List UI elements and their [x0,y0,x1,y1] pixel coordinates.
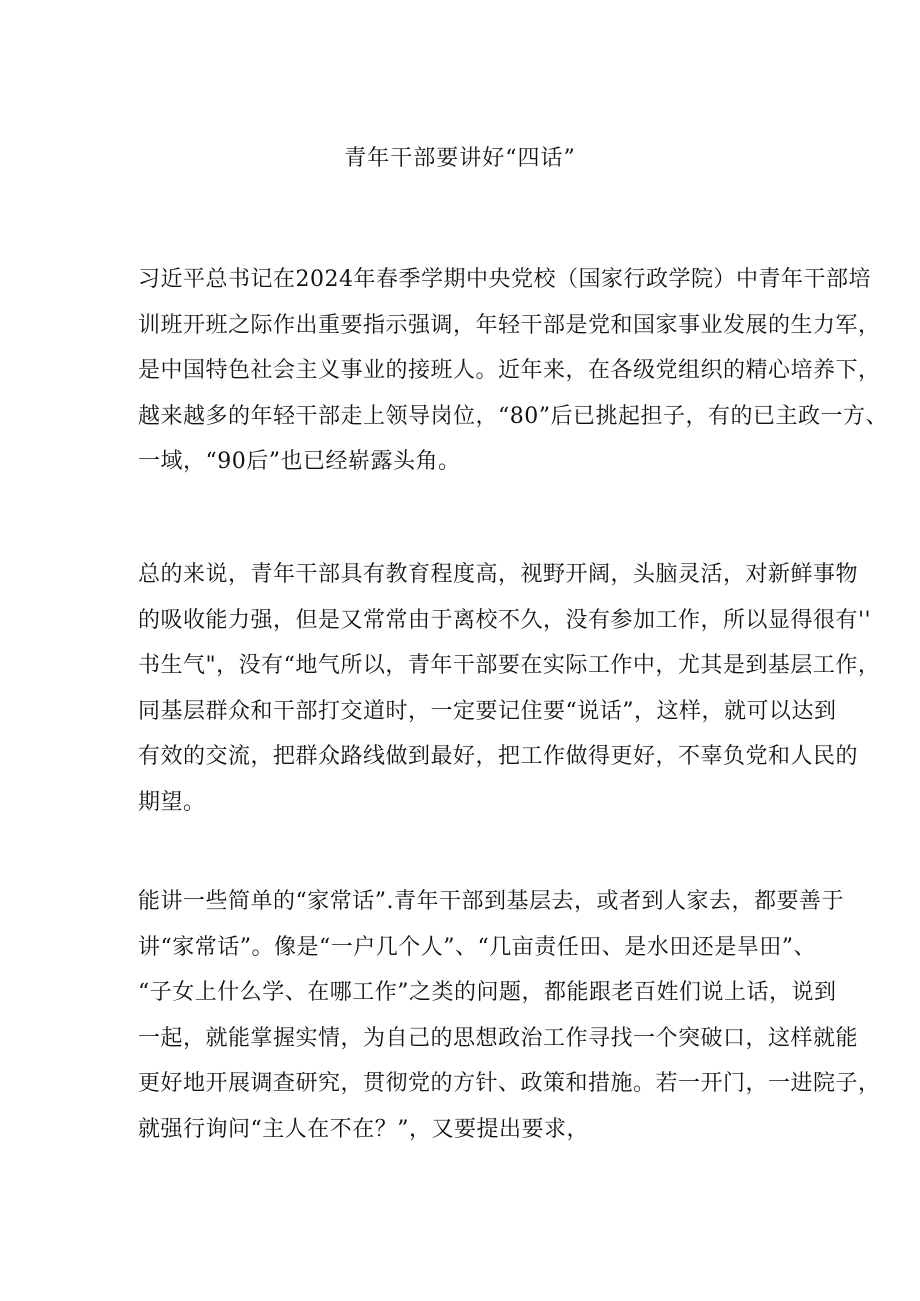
paragraph-line: 训班开班之际作出重要指示强调，年轻干部是党和国家事业发展的生力军， [138,312,881,338]
paragraph-line: 讲“家常话”。像是“一户几个人”、“几亩责任田、是水田还是旱田”、 [138,934,816,960]
paragraph-line: 是中国特色社会主义事业的接班人。近年来，在各级党组织的精心培养下， [138,358,881,383]
paragraph-3 [138,879,881,1152]
paragraph-line: 书生气"，没有“地气所以，青年干部要在实际工作中，尤其是到基层工作， [138,653,881,678]
paragraph-line: 总的来说，青年干部具有教育程度高，视野开阔，头脑灵活，对新鲜事物 [138,562,859,587]
paragraph-line: 能讲一些简单的“家常话”.青年干部到基层去，或者到人家去，都要善于 [138,889,844,914]
paragraph-line: 就强行询问“主人在不在？”，又要提出要求， [138,1116,589,1142]
paragraph-line: 的吸收能力强，但是又常常由于离校不久，没有参加工作，所以显得很有'' [138,607,872,633]
paragraph-line: 越来越多的年轻干部走上领导岗位，“80”后已挑起担子，有的已主政一方、 [138,403,888,429]
document-title: 青年干部要讲好“四话” [344,146,576,171]
paragraph-line: 一域，“90后”也已经崭露头角。 [138,449,461,474]
paragraph-line: 同基层群众和干部打交道时，一定要记住要“说话”，这样，就可以达到 [138,698,837,724]
paragraph-line: 有效的交流，把群众路线做到最好，把工作做得更好，不辜负党和人民的 [138,744,859,769]
paragraph-line: “子女上什么学、在哪工作”之类的问题，都能跟老百姓们说上话，说到 [138,980,837,1005]
paragraph-line: 期望。 [138,789,206,815]
paragraph-line: 习近平总书记在2024年春季学期中央党校（国家行政学院）中青年干部培 [138,267,871,292]
paragraph-2 [138,552,881,825]
paragraph-1 [138,257,888,485]
paragraph-line: 一起，就能掌握实情，为自己的思想政治工作寻找一个突破口，这样就能 [138,1025,859,1051]
paragraph-line: 更好地开展调查研究，贯彻党的方针、政策和措施。若一开门，一进院子， [138,1071,881,1096]
